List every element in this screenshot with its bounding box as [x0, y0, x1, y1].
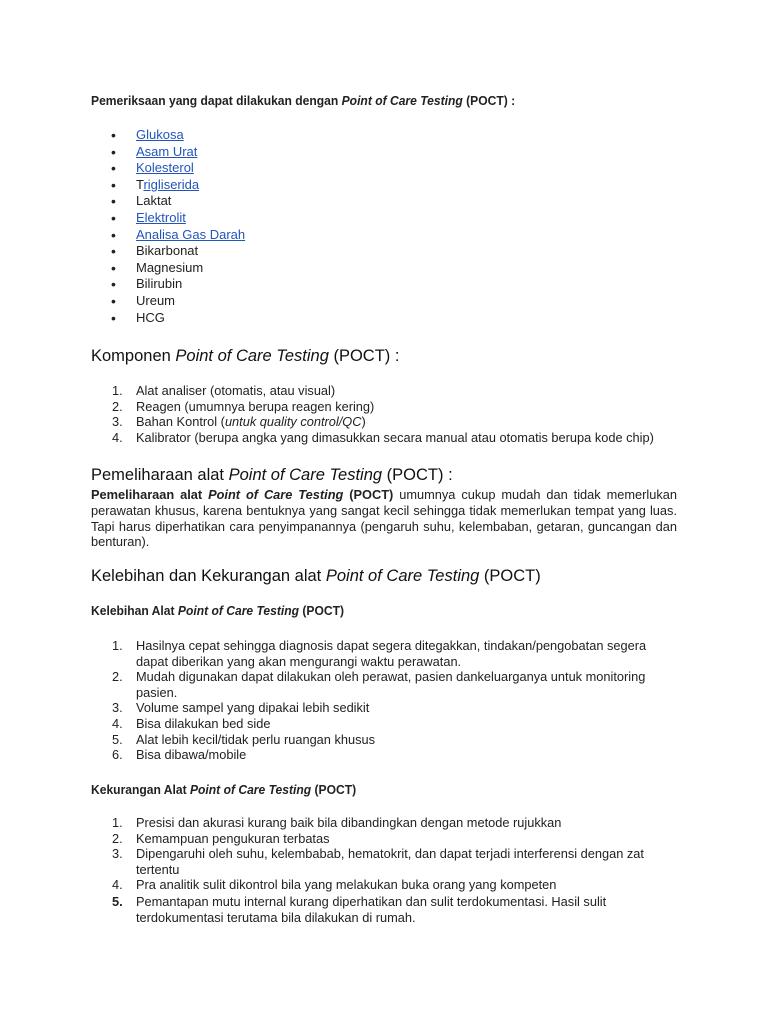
test-link[interactable]: Kolesterol: [136, 160, 194, 176]
list-item: 1. Presisi dan akurasi kurang baik bila dibandingkan dengan metode rujukkan: [112, 815, 562, 830]
list-item: 3. Dipengaruhi oleh suhu, kelembabab, hematokrit, dan dapat terjadi interferensi dengan zat tertentu: [112, 846, 644, 877]
kekurangan-heading: Kekurangan Alat Point of Care Testing (POCT): [91, 782, 357, 797]
list-item: 5. Alat lebih kecil/tidak perlu ruangan khusus: [112, 731, 376, 747]
komponen-list: [91, 383, 677, 445]
list-item: 3. Volume sampel yang dipakai lebih sedikit: [112, 700, 370, 716]
list-item: 4. Pra analitik sulit dikontrol bila yang melakukan buka orang yang kompeten: [112, 877, 557, 893]
list-item: 1. Hasilnya cepat sehingga diagnosis dapat segera ditegakkan, tindakan/pengobatan segera dapat diberikan yang akan mengurangi waktu perawatan.: [112, 638, 647, 669]
list-item: 4. Kalibrator (berupa angka yang dimasukkan secara manual atau otomatis berupa kode chip): [112, 429, 654, 445]
list-item: • Laktat: [91, 193, 245, 210]
list-item[interactable]: [91, 144, 245, 161]
list-item[interactable]: • Trigliserida: [91, 177, 245, 194]
list-item[interactable]: [91, 127, 245, 144]
pemeliharaan-paragraph: Pemeliharaan alat Point of Care Testing (POCT) umumnya cukup mudah dan tidak memerlukan perawatan khusus, karena bentuknya yang sangat kecil sehingga tidak memerlukan tempat yang luas. Tapi harus diperhatikan cara penyimpanannya (pengaruh suhu, kelembaban, getaran, guncangan dan benturan).: [91, 487, 677, 550]
list-item: 3. Bahan Kontrol (untuk quality control/QC): [112, 414, 366, 430]
list-item: 2. Mudah digunakan dapat dilakukan oleh perawat, pasien dankeluarganya untuk monitoring pasien.: [112, 669, 646, 700]
intro-heading-text: Pemeriksaan yang dapat dilakukan dengan: [91, 93, 342, 108]
pemeliharaan-heading: Pemeliharaan alat Point of Care Testing (POCT) :: [91, 466, 453, 484]
test-list: [91, 127, 245, 326]
list-item: 5. Pemantapan mutu internal kurang diperhatikan dan sulit terdokumentasi. Hasil sulit terdokumentasi terutama bila dilakukan di rumah.: [112, 893, 607, 925]
list-item: 1. Alat analiser (otomatis, atau visual): [112, 383, 336, 398]
test-link[interactable]: Glukosa: [136, 127, 184, 142]
intro-heading: [91, 93, 515, 108]
test-link[interactable]: Asam Urat: [136, 143, 198, 159]
test-link[interactable]: Elektrolit: [136, 209, 186, 225]
list-item: • Bikarbonat: [91, 243, 245, 260]
test-link[interactable]: Analisa Gas Darah: [136, 226, 246, 242]
test-link[interactable]: rigliserida: [143, 176, 200, 192]
list-item: • Ureum: [91, 293, 245, 310]
list-item: • HCG: [91, 310, 245, 327]
kekurangan-list: [91, 815, 677, 925]
intro-heading-suffix: (POCT) :: [462, 93, 516, 108]
kelebihan-heading: Kelebihan Alat Point of Care Testing (POCT): [91, 603, 345, 618]
komponen-heading: Komponen Point of Care Testing (POCT) :: [91, 347, 400, 365]
list-item: 2. Kemampuan pengukuran terbatas: [112, 830, 330, 846]
kelebihan-kekurangan-heading: Kelebihan dan Kekurangan alat Point of Care Testing (POCT): [91, 567, 541, 585]
list-item: • Bilirubin: [91, 276, 245, 293]
list-item: 2. Reagen (umumnya berupa reagen kering): [112, 398, 375, 414]
list-item: • Magnesium: [91, 260, 245, 277]
list-item[interactable]: [91, 160, 245, 177]
intro-heading-italic: Point of Care Testing: [341, 93, 463, 108]
list-item: 4. Bisa dilakukan bed side: [112, 715, 271, 731]
kelebihan-list: [91, 638, 677, 763]
list-item[interactable]: [91, 210, 245, 227]
list-item: 6. Bisa dibawa/mobile: [112, 747, 247, 763]
list-item[interactable]: [91, 227, 245, 244]
